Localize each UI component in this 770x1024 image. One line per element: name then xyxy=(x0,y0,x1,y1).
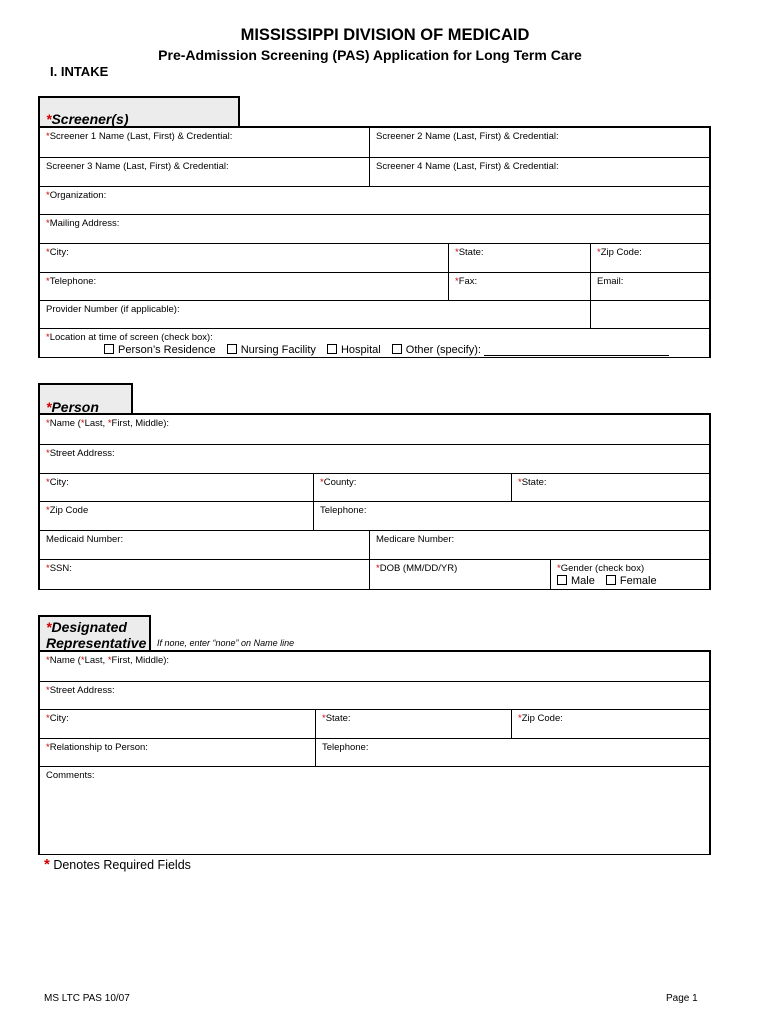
checkbox-other[interactable]: Other (specify): xyxy=(392,344,669,356)
form-subtitle: Pre-Admission Screening (PAS) Application for Long Term Care xyxy=(158,47,582,63)
page-number: Page 1 xyxy=(666,993,698,1004)
form-id: MS LTC PAS 10/07 xyxy=(44,993,130,1004)
checkbox-nursing-facility[interactable]: Nursing Facility xyxy=(227,344,316,356)
form-title: MISSISSIPPI DIVISION OF MEDICAID xyxy=(240,26,530,44)
screener-table xyxy=(38,126,711,358)
representative-heading: *Designated Representative xyxy=(38,615,151,652)
provider-number-field[interactable]: Provider Number (if applicable): xyxy=(40,300,590,328)
screener-fax-field[interactable]: *Fax: xyxy=(448,272,590,300)
provider-number-blank[interactable] xyxy=(590,300,709,328)
rep-zip-field[interactable]: *Zip Code: xyxy=(511,709,709,738)
screener3-field[interactable]: Screener 3 Name (Last, First) & Credential: xyxy=(40,157,369,186)
rep-relationship-field[interactable]: *Relationship to Person: xyxy=(40,738,315,766)
rep-street-field[interactable]: *Street Address: xyxy=(40,681,709,709)
dob-field[interactable]: *DOB (MM/DD/YR) xyxy=(369,559,550,590)
screener2-field[interactable]: Screener 2 Name (Last, First) & Credential: xyxy=(369,128,709,157)
screener-state-field[interactable]: *State: xyxy=(448,243,590,272)
rep-telephone-field[interactable]: Telephone: xyxy=(315,738,709,766)
section-intake: I. INTAKE xyxy=(50,64,109,79)
person-zip-field[interactable]: *Zip Code xyxy=(40,501,313,530)
person-telephone-field[interactable]: Telephone: xyxy=(313,501,709,530)
rep-state-field[interactable]: *State: xyxy=(315,709,511,738)
screener-email-field[interactable]: Email: xyxy=(590,272,709,300)
organization-field[interactable]: *Organization: xyxy=(40,186,709,214)
person-heading: *Person xyxy=(38,383,133,415)
other-specify-line[interactable] xyxy=(484,344,669,356)
rep-name-field[interactable]: *Name (*Last, *First, Middle): xyxy=(46,655,170,666)
gender-field: *Gender (check box) Male Female xyxy=(550,559,709,590)
person-table xyxy=(38,413,711,590)
screener4-field[interactable]: Screener 4 Name (Last, First) & Credential: xyxy=(369,157,709,186)
person-street-field[interactable]: *Street Address: xyxy=(40,444,709,473)
required-marker: * xyxy=(46,111,52,127)
medicare-number-field[interactable]: Medicare Number: xyxy=(369,530,709,559)
checkbox-hospital[interactable]: Hospital xyxy=(327,344,381,356)
checkbox-female[interactable]: Female xyxy=(606,575,657,587)
person-county-field[interactable]: *County: xyxy=(313,473,511,501)
rep-comments-field[interactable]: Comments: xyxy=(40,766,709,855)
checkbox-male[interactable]: Male xyxy=(557,575,595,587)
representative-note: If none, enter “none” on Name line xyxy=(157,638,295,648)
screener-heading: *Screener(s) xyxy=(38,96,240,127)
mailing-address-field[interactable]: *Mailing Address: xyxy=(40,214,709,243)
location-field: *Location at time of screen (check box): Person’s Residence Nursing Facility Hospital Other (specify): xyxy=(40,328,709,358)
rep-city-field[interactable]: *City: xyxy=(40,709,315,738)
person-state-field[interactable]: *State: xyxy=(511,473,709,501)
person-city-field[interactable]: *City: xyxy=(40,473,313,501)
screener1-field[interactable]: *Screener 1 Name (Last, First) & Credential: xyxy=(46,131,233,142)
screener-city-field[interactable]: *City: xyxy=(40,243,448,272)
ssn-field[interactable]: *SSN: xyxy=(40,559,369,590)
representative-table xyxy=(38,650,711,855)
screener-zip-field[interactable]: *Zip Code: xyxy=(590,243,709,272)
medicaid-number-field[interactable]: Medicaid Number: xyxy=(40,530,369,559)
checkbox-residence[interactable]: Person’s Residence xyxy=(104,344,216,356)
screener-telephone-field[interactable]: *Telephone: xyxy=(40,272,448,300)
person-name-field[interactable]: *Name (*Last, *First, Middle): xyxy=(46,418,170,429)
required-fields-note: * Denotes Required Fields xyxy=(44,856,191,873)
